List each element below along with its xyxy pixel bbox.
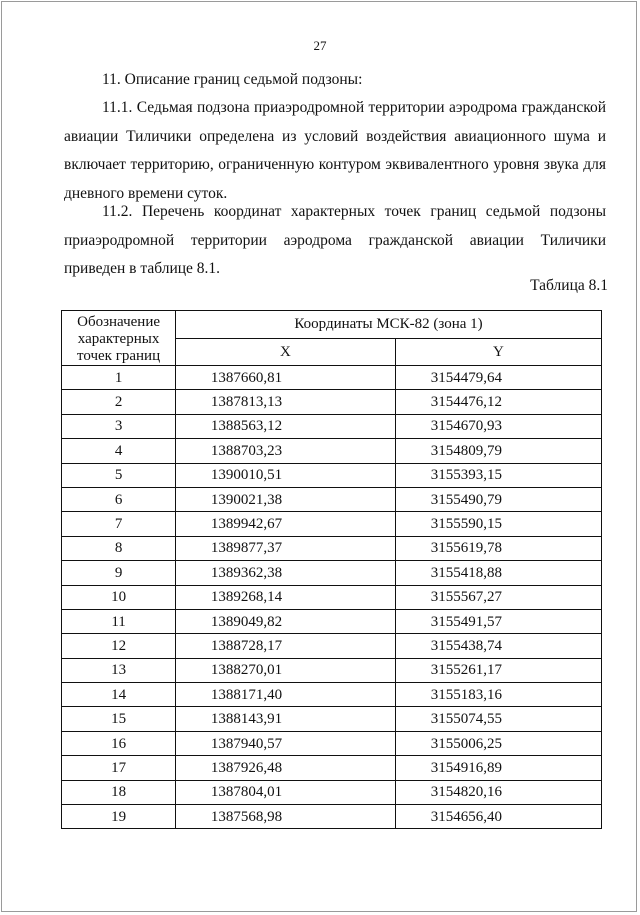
point-number-cell: 18 (62, 780, 176, 804)
table-row (62, 585, 602, 609)
table-row (62, 439, 602, 463)
paragraph-subzone-definition: 11.1. Седьмая подзона приаэродромной территории аэродрома гражданской авиации Тиличики определена из условий воздействия авиационного шума и включает территорию, ограниченную контуром эквивалентного уровня звука для дневного времени суток. (64, 99, 606, 202)
y-coordinate-cell: 3155619,78 (395, 536, 601, 560)
table-header-row (62, 311, 602, 339)
y-coordinate-cell: 3155074,55 (395, 707, 601, 731)
x-coordinate-cell: 1387568,98 (176, 805, 396, 829)
point-number-cell: 6 (62, 487, 176, 511)
y-coordinate-cell: 3155006,25 (395, 731, 601, 755)
header-point-designation: Обозначение характерных точек границ (62, 311, 176, 366)
point-number-cell: 2 (62, 390, 176, 414)
y-coordinate-cell: 3155490,79 (395, 487, 601, 511)
table-row (62, 683, 602, 707)
paragraph-coordinates-list: 11.2. Перечень координат характерных точек границ седьмой подзоны приаэродромной территории аэродрома гражданской авиации Тиличики приведен в таблице 8.1. (64, 203, 606, 277)
y-coordinate-cell: 3154479,64 (395, 366, 601, 390)
header-x: X (176, 338, 396, 366)
coordinates-table (61, 310, 602, 829)
point-number-cell: 10 (62, 585, 176, 609)
table-row (62, 780, 602, 804)
point-number-cell: 8 (62, 536, 176, 560)
y-coordinate-cell: 3155590,15 (395, 512, 601, 536)
page-number: 27 (313, 38, 327, 53)
table-row (62, 487, 602, 511)
y-coordinate-cell: 3155567,27 (395, 585, 601, 609)
y-coordinate-cell: 3155183,16 (395, 683, 601, 707)
x-coordinate-cell: 1388270,01 (176, 658, 396, 682)
point-number-cell: 9 (62, 561, 176, 585)
point-number-cell: 5 (62, 463, 176, 487)
point-number-cell: 14 (62, 683, 176, 707)
x-coordinate-cell: 1388728,17 (176, 634, 396, 658)
x-coordinate-cell: 1387813,13 (176, 390, 396, 414)
x-coordinate-cell: 1389362,38 (176, 561, 396, 585)
table-body (62, 366, 602, 829)
point-number-cell: 12 (62, 634, 176, 658)
x-coordinate-cell: 1387804,01 (176, 780, 396, 804)
point-number-cell: 15 (62, 707, 176, 731)
x-coordinate-cell: 1388143,91 (176, 707, 396, 731)
x-coordinate-cell: 1390021,38 (176, 487, 396, 511)
point-number-cell: 3 (62, 414, 176, 438)
point-number-cell: 7 (62, 512, 176, 536)
y-coordinate-cell: 3155393,15 (395, 463, 601, 487)
x-coordinate-cell: 1387926,48 (176, 756, 396, 780)
x-coordinate-cell: 1390010,51 (176, 463, 396, 487)
table-caption: Таблица 8.1 (530, 277, 608, 294)
table-row (62, 609, 602, 633)
x-coordinate-cell: 1389049,82 (176, 609, 396, 633)
table-row (62, 512, 602, 536)
y-coordinate-cell: 3154476,12 (395, 390, 601, 414)
table-row (62, 561, 602, 585)
y-coordinate-cell: 3154916,89 (395, 756, 601, 780)
table-row (62, 805, 602, 829)
y-coordinate-cell: 3154670,93 (395, 414, 601, 438)
table-row (62, 390, 602, 414)
point-number-cell: 11 (62, 609, 176, 633)
header-y: Y (395, 338, 601, 366)
x-coordinate-cell: 1389268,14 (176, 585, 396, 609)
section-heading: 11. Описание границ седьмой подзоны: (102, 71, 363, 88)
table-row (62, 366, 602, 390)
table-row (62, 707, 602, 731)
y-coordinate-cell: 3155418,88 (395, 561, 601, 585)
point-number-cell: 17 (62, 756, 176, 780)
y-coordinate-cell: 3154820,16 (395, 780, 601, 804)
point-number-cell: 13 (62, 658, 176, 682)
table-row (62, 756, 602, 780)
point-number-cell: 16 (62, 731, 176, 755)
x-coordinate-cell: 1388703,23 (176, 439, 396, 463)
y-coordinate-cell: 3154656,40 (395, 805, 601, 829)
y-coordinate-cell: 3155261,17 (395, 658, 601, 682)
y-coordinate-cell: 3155491,57 (395, 609, 601, 633)
table-row (62, 536, 602, 560)
table-row (62, 634, 602, 658)
point-number-cell: 1 (62, 366, 176, 390)
point-number-cell: 4 (62, 439, 176, 463)
y-coordinate-cell: 3155438,74 (395, 634, 601, 658)
x-coordinate-cell: 1389877,37 (176, 536, 396, 560)
x-coordinate-cell: 1388171,40 (176, 683, 396, 707)
point-number-cell: 19 (62, 805, 176, 829)
x-coordinate-cell: 1389942,67 (176, 512, 396, 536)
table-row (62, 658, 602, 682)
x-coordinate-cell: 1387940,57 (176, 731, 396, 755)
table-row (62, 414, 602, 438)
x-coordinate-cell: 1387660,81 (176, 366, 396, 390)
header-coordinates-group: Координаты МСК-82 (зона 1) (176, 311, 602, 339)
y-coordinate-cell: 3154809,79 (395, 439, 601, 463)
table-row (62, 463, 602, 487)
x-coordinate-cell: 1388563,12 (176, 414, 396, 438)
table-row (62, 731, 602, 755)
